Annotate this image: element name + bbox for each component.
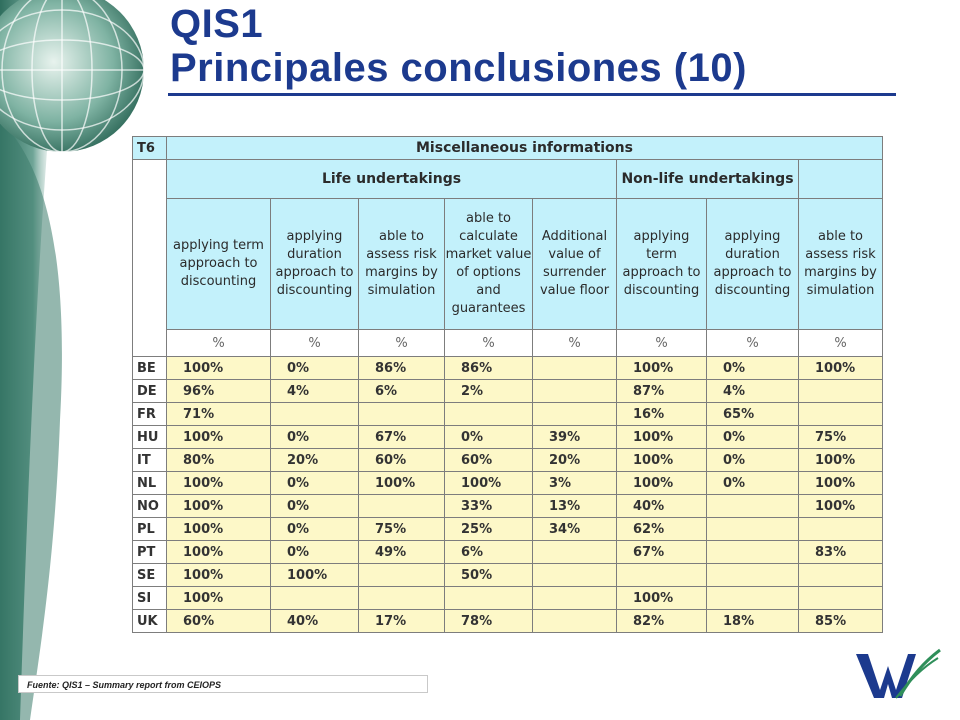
table-cell: 0% — [707, 472, 799, 495]
title-underline — [168, 93, 896, 96]
column-header: applying term approach to discounting — [167, 199, 271, 330]
table-cell: 13% — [533, 495, 617, 518]
table-cell: 100% — [167, 472, 271, 495]
nonlife-header: Non-life undertakings — [617, 160, 799, 199]
table-cell: 62% — [617, 518, 707, 541]
table-cell: 40% — [271, 610, 359, 633]
unit-label: % — [359, 330, 445, 357]
table-cell: 0% — [271, 426, 359, 449]
table-cell: 82% — [617, 610, 707, 633]
misc-header: Miscellaneous informations — [167, 137, 883, 160]
table-cell: 100% — [617, 587, 707, 610]
table-row — [133, 495, 883, 518]
table-cell: 0% — [271, 518, 359, 541]
column-header: able to calculate market value of options and guarantees — [445, 199, 533, 330]
table-cell: 100% — [799, 357, 883, 380]
country-code: PT — [133, 541, 167, 564]
table-cell: 4% — [271, 380, 359, 403]
table-cell: 50% — [445, 564, 533, 587]
table-cell: 86% — [445, 357, 533, 380]
table-cell: 100% — [167, 426, 271, 449]
table-cell: 86% — [359, 357, 445, 380]
globe-icon — [0, 0, 144, 152]
table-cell: 6% — [359, 380, 445, 403]
unit-label: % — [799, 330, 883, 357]
country-code: NO — [133, 495, 167, 518]
table-cell: 60% — [359, 449, 445, 472]
table-cell — [799, 518, 883, 541]
table-cell: 78% — [445, 610, 533, 633]
table-row — [133, 610, 883, 633]
table-cell — [707, 587, 799, 610]
table-cell — [707, 495, 799, 518]
table-cell — [359, 564, 445, 587]
table-cell — [359, 403, 445, 426]
table-row — [133, 518, 883, 541]
table-cell — [359, 495, 445, 518]
title-line-2: Principales conclusiones (10) — [170, 46, 747, 90]
table-corner-label: T6 — [133, 137, 167, 160]
corner-blank — [133, 160, 167, 357]
table-cell — [799, 587, 883, 610]
table-cell: 96% — [167, 380, 271, 403]
country-code: FR — [133, 403, 167, 426]
country-code: IT — [133, 449, 167, 472]
country-code: PL — [133, 518, 167, 541]
table-cell: 0% — [271, 357, 359, 380]
column-header: able to assess risk margins by simulation — [799, 199, 883, 330]
table-cell: 25% — [445, 518, 533, 541]
column-header: applying duration approach to discounting — [271, 199, 359, 330]
country-code: DE — [133, 380, 167, 403]
table-cell: 39% — [533, 426, 617, 449]
table-row — [133, 587, 883, 610]
unit-label: % — [533, 330, 617, 357]
table-cell: 75% — [799, 426, 883, 449]
table-cell: 100% — [799, 472, 883, 495]
country-code: BE — [133, 357, 167, 380]
column-header: applying term approach to discounting — [617, 199, 707, 330]
table-cell — [707, 518, 799, 541]
table-row — [133, 426, 883, 449]
table-cell: 20% — [533, 449, 617, 472]
table-row — [133, 541, 883, 564]
table-cell: 49% — [359, 541, 445, 564]
table-cell: 100% — [167, 495, 271, 518]
table-cell: 0% — [707, 357, 799, 380]
table-cell: 18% — [707, 610, 799, 633]
table-cell — [359, 587, 445, 610]
life-header: Life undertakings — [167, 160, 617, 199]
column-header: Additional value of surrender value floor — [533, 199, 617, 330]
table-cell: 6% — [445, 541, 533, 564]
table-cell — [533, 380, 617, 403]
table-row — [133, 403, 883, 426]
header-blank — [799, 160, 883, 199]
table-cell — [617, 564, 707, 587]
country-code: UK — [133, 610, 167, 633]
table-cell: 100% — [167, 541, 271, 564]
table-cell: 100% — [167, 518, 271, 541]
source-footnote: Fuente: QIS1 – Summary report from CEIOPS — [18, 675, 428, 693]
miscellaneous-informations-table — [132, 136, 883, 633]
table-row — [133, 449, 883, 472]
table-cell: 20% — [271, 449, 359, 472]
table-cell: 100% — [617, 357, 707, 380]
slide-title — [170, 2, 900, 90]
table-cell: 85% — [799, 610, 883, 633]
table-cell: 0% — [445, 426, 533, 449]
table-cell: 100% — [359, 472, 445, 495]
table-cell: 100% — [167, 564, 271, 587]
title-line-1: QIS1 — [170, 2, 264, 46]
table-cell: 87% — [617, 380, 707, 403]
table-cell: 100% — [167, 357, 271, 380]
table-cell: 67% — [359, 426, 445, 449]
table-cell: 67% — [617, 541, 707, 564]
unit-label: % — [445, 330, 533, 357]
table-cell: 0% — [271, 472, 359, 495]
unit-label: % — [167, 330, 271, 357]
table-cell: 4% — [707, 380, 799, 403]
table-cell: 83% — [799, 541, 883, 564]
table-cell: 100% — [617, 426, 707, 449]
table-row — [133, 380, 883, 403]
table-cell — [707, 541, 799, 564]
table-cell: 33% — [445, 495, 533, 518]
table-cell: 100% — [167, 587, 271, 610]
column-header: applying duration approach to discounting — [707, 199, 799, 330]
table-cell: 0% — [271, 495, 359, 518]
table-row — [133, 564, 883, 587]
table-cell — [445, 587, 533, 610]
table-cell — [707, 564, 799, 587]
table-cell: 80% — [167, 449, 271, 472]
table-cell: 34% — [533, 518, 617, 541]
company-logo-icon — [850, 646, 942, 704]
table-cell: 17% — [359, 610, 445, 633]
table-cell: 100% — [799, 449, 883, 472]
table-cell: 0% — [707, 426, 799, 449]
table-cell — [271, 587, 359, 610]
table-cell — [533, 541, 617, 564]
table-cell — [799, 564, 883, 587]
table-cell: 100% — [445, 472, 533, 495]
table-cell — [799, 403, 883, 426]
table-cell — [533, 587, 617, 610]
unit-label: % — [707, 330, 799, 357]
table-cell: 3% — [533, 472, 617, 495]
table-cell — [533, 564, 617, 587]
country-code: SI — [133, 587, 167, 610]
country-code: NL — [133, 472, 167, 495]
table-cell: 100% — [271, 564, 359, 587]
table-cell: 60% — [445, 449, 533, 472]
table-cell: 2% — [445, 380, 533, 403]
table-cell: 65% — [707, 403, 799, 426]
table-cell: 0% — [271, 541, 359, 564]
table-cell: 100% — [799, 495, 883, 518]
country-code: SE — [133, 564, 167, 587]
table-cell: 16% — [617, 403, 707, 426]
unit-label: % — [271, 330, 359, 357]
table-row — [133, 357, 883, 380]
table-cell: 0% — [707, 449, 799, 472]
table-cell: 75% — [359, 518, 445, 541]
table-row — [133, 472, 883, 495]
country-code: HU — [133, 426, 167, 449]
column-header: able to assess risk margins by simulation — [359, 199, 445, 330]
unit-label: % — [617, 330, 707, 357]
table-cell: 40% — [617, 495, 707, 518]
table-cell — [445, 403, 533, 426]
table-cell — [271, 403, 359, 426]
table-cell — [799, 380, 883, 403]
table-cell — [533, 610, 617, 633]
table-cell: 60% — [167, 610, 271, 633]
table-cell: 100% — [617, 472, 707, 495]
table-cell — [533, 357, 617, 380]
table-cell: 100% — [617, 449, 707, 472]
table-cell — [533, 403, 617, 426]
table-cell: 71% — [167, 403, 271, 426]
